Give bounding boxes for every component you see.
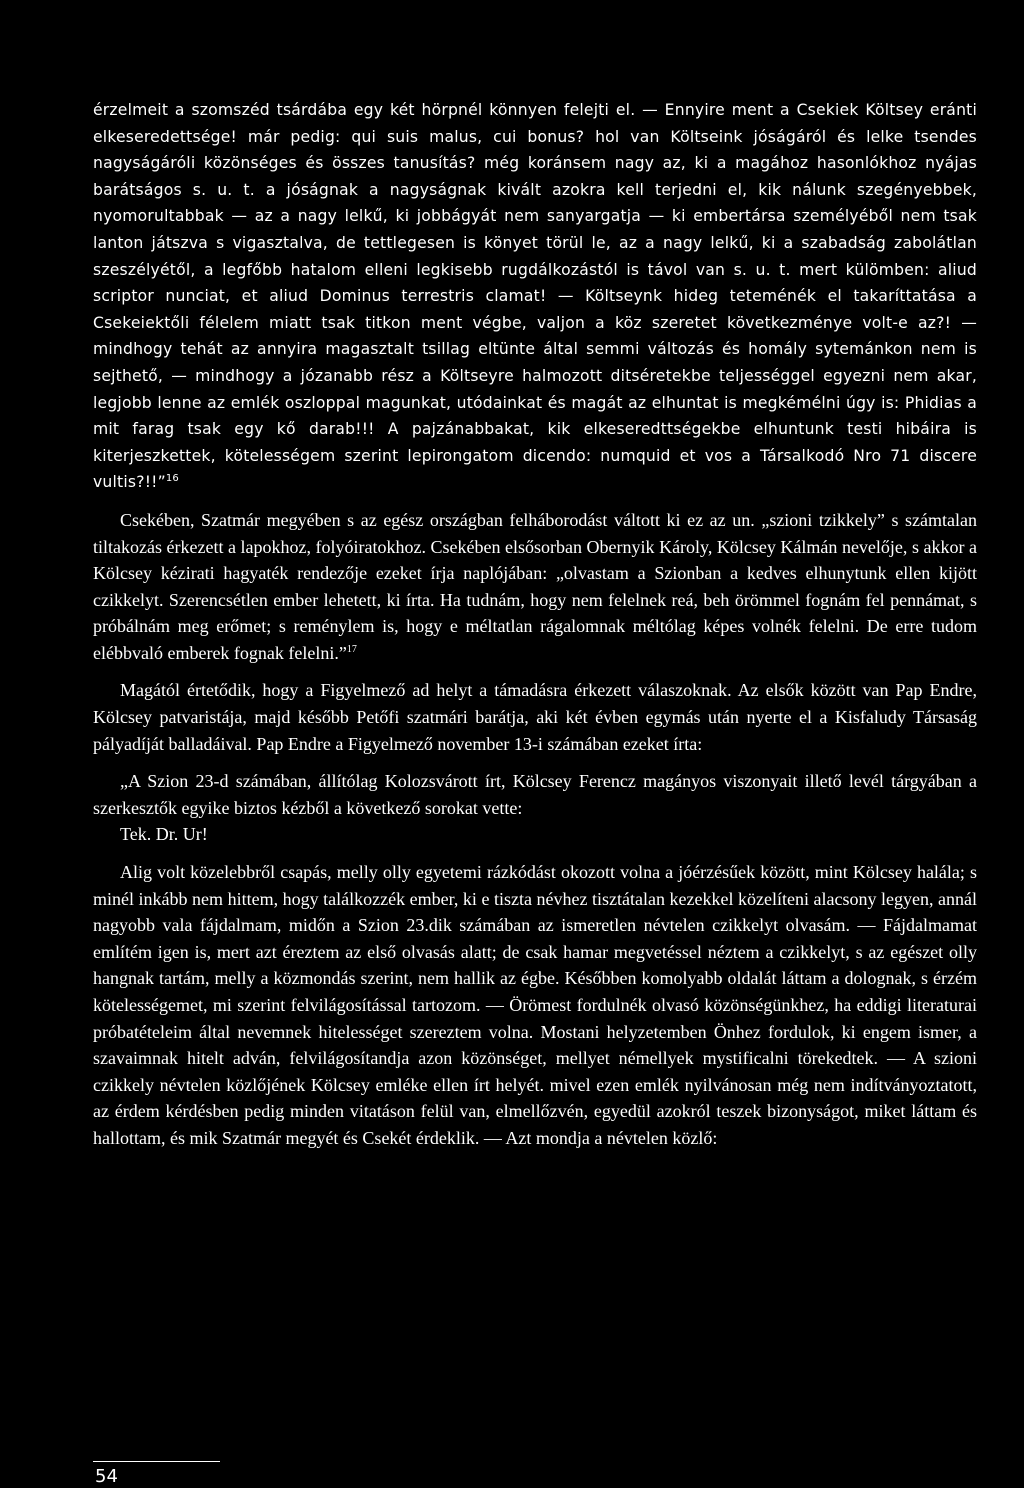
paragraph-quote-continuation xyxy=(93,97,977,496)
paragraph-cseke-reaction xyxy=(93,507,977,667)
paragraph-letter-body: Alig volt közelebbről csapás, melly olly egyetemi rázkódást okozott volna a jóérzésűek között, mint Kölcsey halála; s minél inkább nem hittem, hogy találkozzék ember, ki e tiszta névhez tisztátalan kezekkel közelíteni alacsony legyen, annál nagyobb vala fájdalmam, midőn a Szion 23.dik számában az ismeretlen névtelen czikkelyt olvasám. — Fájdalmamat említém igen is, mert azt éreztem az első olvasás alatt; de csak hamar megvetéssel néztem a czikkelyt, s az egészet olly hangnak tartám, melly a közmondás szerint, nem hallik az égbe. Későbben komolyabb oldalát láttam a dolognak, s érzém kötelességemet, mi szerint felvilágosítással tartozom. — Örömest fordulnék olvasó közönségünkhez, ha eddigi literaturai próbatételeim által nevemnek hitelességet szereztem volna. Mostani helyzetemben Önhez fordulok, ki engem ismer, a szavaimnak hitelt adván, felvilágosítandja azon közönséget, mellyet némellyek mystificalni törekedtek. — A szioni czikkely névtelen közlőjének Kölcsey emléke ellen írt helyét. mivel ezen emlék nyilvánosan még nem indítványoztatott, az érdem kérdésben pedig minden vitatáson felül van, elmellőzvén, egyedül azokról teszek bizonyságot, miket láttam és hallottam, és mik Szatmár megyét és Csekét érdeklik. — Azt mondja a névtelen közlő: xyxy=(93,862,977,1148)
paragraph-szion-quote: „A Szion 23-d számában, állítólag Kolozsvárott írt, Kölcsey Ferencz magányos viszonyait illető levél tárgyában a szerkesztők egyike biztos kézből a következő sorokat vette: xyxy=(93,771,977,818)
paragraph-figyelmezo: Magától értetődik, hogy a Figyelmező ad helyt a támadásra érkezett válaszoknak. Az elsők között van Pap Endre, Kölcsey patvaristája, majd később Petőfi szatmári barátja, aki két évben egymás után nyerte el a Kisfaludy Társaság pályadíját balladáival. Pap Endre a Figyelmező november 13-i számában ezeket írta: xyxy=(93,680,977,754)
paragraph-text: érzelmeit a szomszéd tsárdába egy két hörpnél könnyen felejti el. — Ennyire ment a Csekiek Költsey eránti elkeseredettsége! már pedig: qui suis malus, cui bonus? hol van Költseink jóságáról és lelke tsendes nagyságáróli közönséges és összes tanusítás? még koránsem nagy az, ki a magához hasonlókhoz nyájas barátságos s. u. t. a jóságnak a nagyságnak kivált azokra kell terjedni el, kik nálunk szegényebbek, nyomorultabbak — az a nagy lelkű, ki jobbágyát nem sanyargatja — ki embertársa személyéből nem tsak lanton játszva s vigasztalva, de tettlegesen is könyet törül le, az a nagy lelkű, ki a szabadság zabolátlan szeszélyétől, a legfőbb hatalom elleni legkisebb rugdálkozástól is távol van s. u. t. mert külömben: aliud scriptor nunciat, et aliud Dominus terrestris clamat! — Költseynk hideg teteménék el takaríttatása a Csekeiektőli félelem miatt tsak titkon ment végbe, valjon a köz szeretet következménye volt-e az?! — mindhogy tehát az annyira magasztalt tsillag eltünte által semmi változás és homály sytemánkon nem is sejthető, — mindhogy a józanabb rész a Költseyre halmozott ditséretekbe teljességgel egyezni nem akar, legjobb lenne az emlék oszloppal magunkat, utódainkat és magát az elhuntat is megkémélni úgy is: Phidias a mit farag tsak egy kő darab!!! A pajzánabbakat, kik elkeseredttségekbe elhuntunk testi hibáira is kiterjeszkettek, kötelességem szerint lepirongatom dicendo: numquid et vos a Társalkodó Nro 71 discere vultis?!!” xyxy=(93,101,977,492)
text-column xyxy=(93,97,977,1152)
footnote-ref: 16 xyxy=(165,473,179,485)
paragraph-text: Csekében, Szatmár megyében s az egész országban felháborodást váltott ki ez az un. „szioni tzikkely” s számtalan tiltakozás érkezett a lapokhoz, folyóiratokhoz. Csekében elsősorban Obernyik Károly, Kölcsey Kálmán nevelője, s akkor a Kölcsey kézirati hagyaték rendezője ezeket írja naplójában: „olvastam a Szionban a kedves elhunytunk ellen kijött czikkelyt. Szerencsétlen ember lehetett, ki írta. Ha tudnám, hogy nem felelnek reá, beh örömmel fognám fel pennámat, s próbálnám meg erőmet; s reménylem is, hogy e méltatlan rágalomnak méltólag képes volnék felelni. De erre tudom elébbvaló emberek fognak felelni.” xyxy=(93,509,977,663)
salutation: Tek. Dr. Ur! xyxy=(120,824,208,845)
footnote-ref: 17 xyxy=(346,643,357,655)
footnote-rule xyxy=(93,1461,220,1462)
page-number: 54 xyxy=(95,1466,118,1487)
